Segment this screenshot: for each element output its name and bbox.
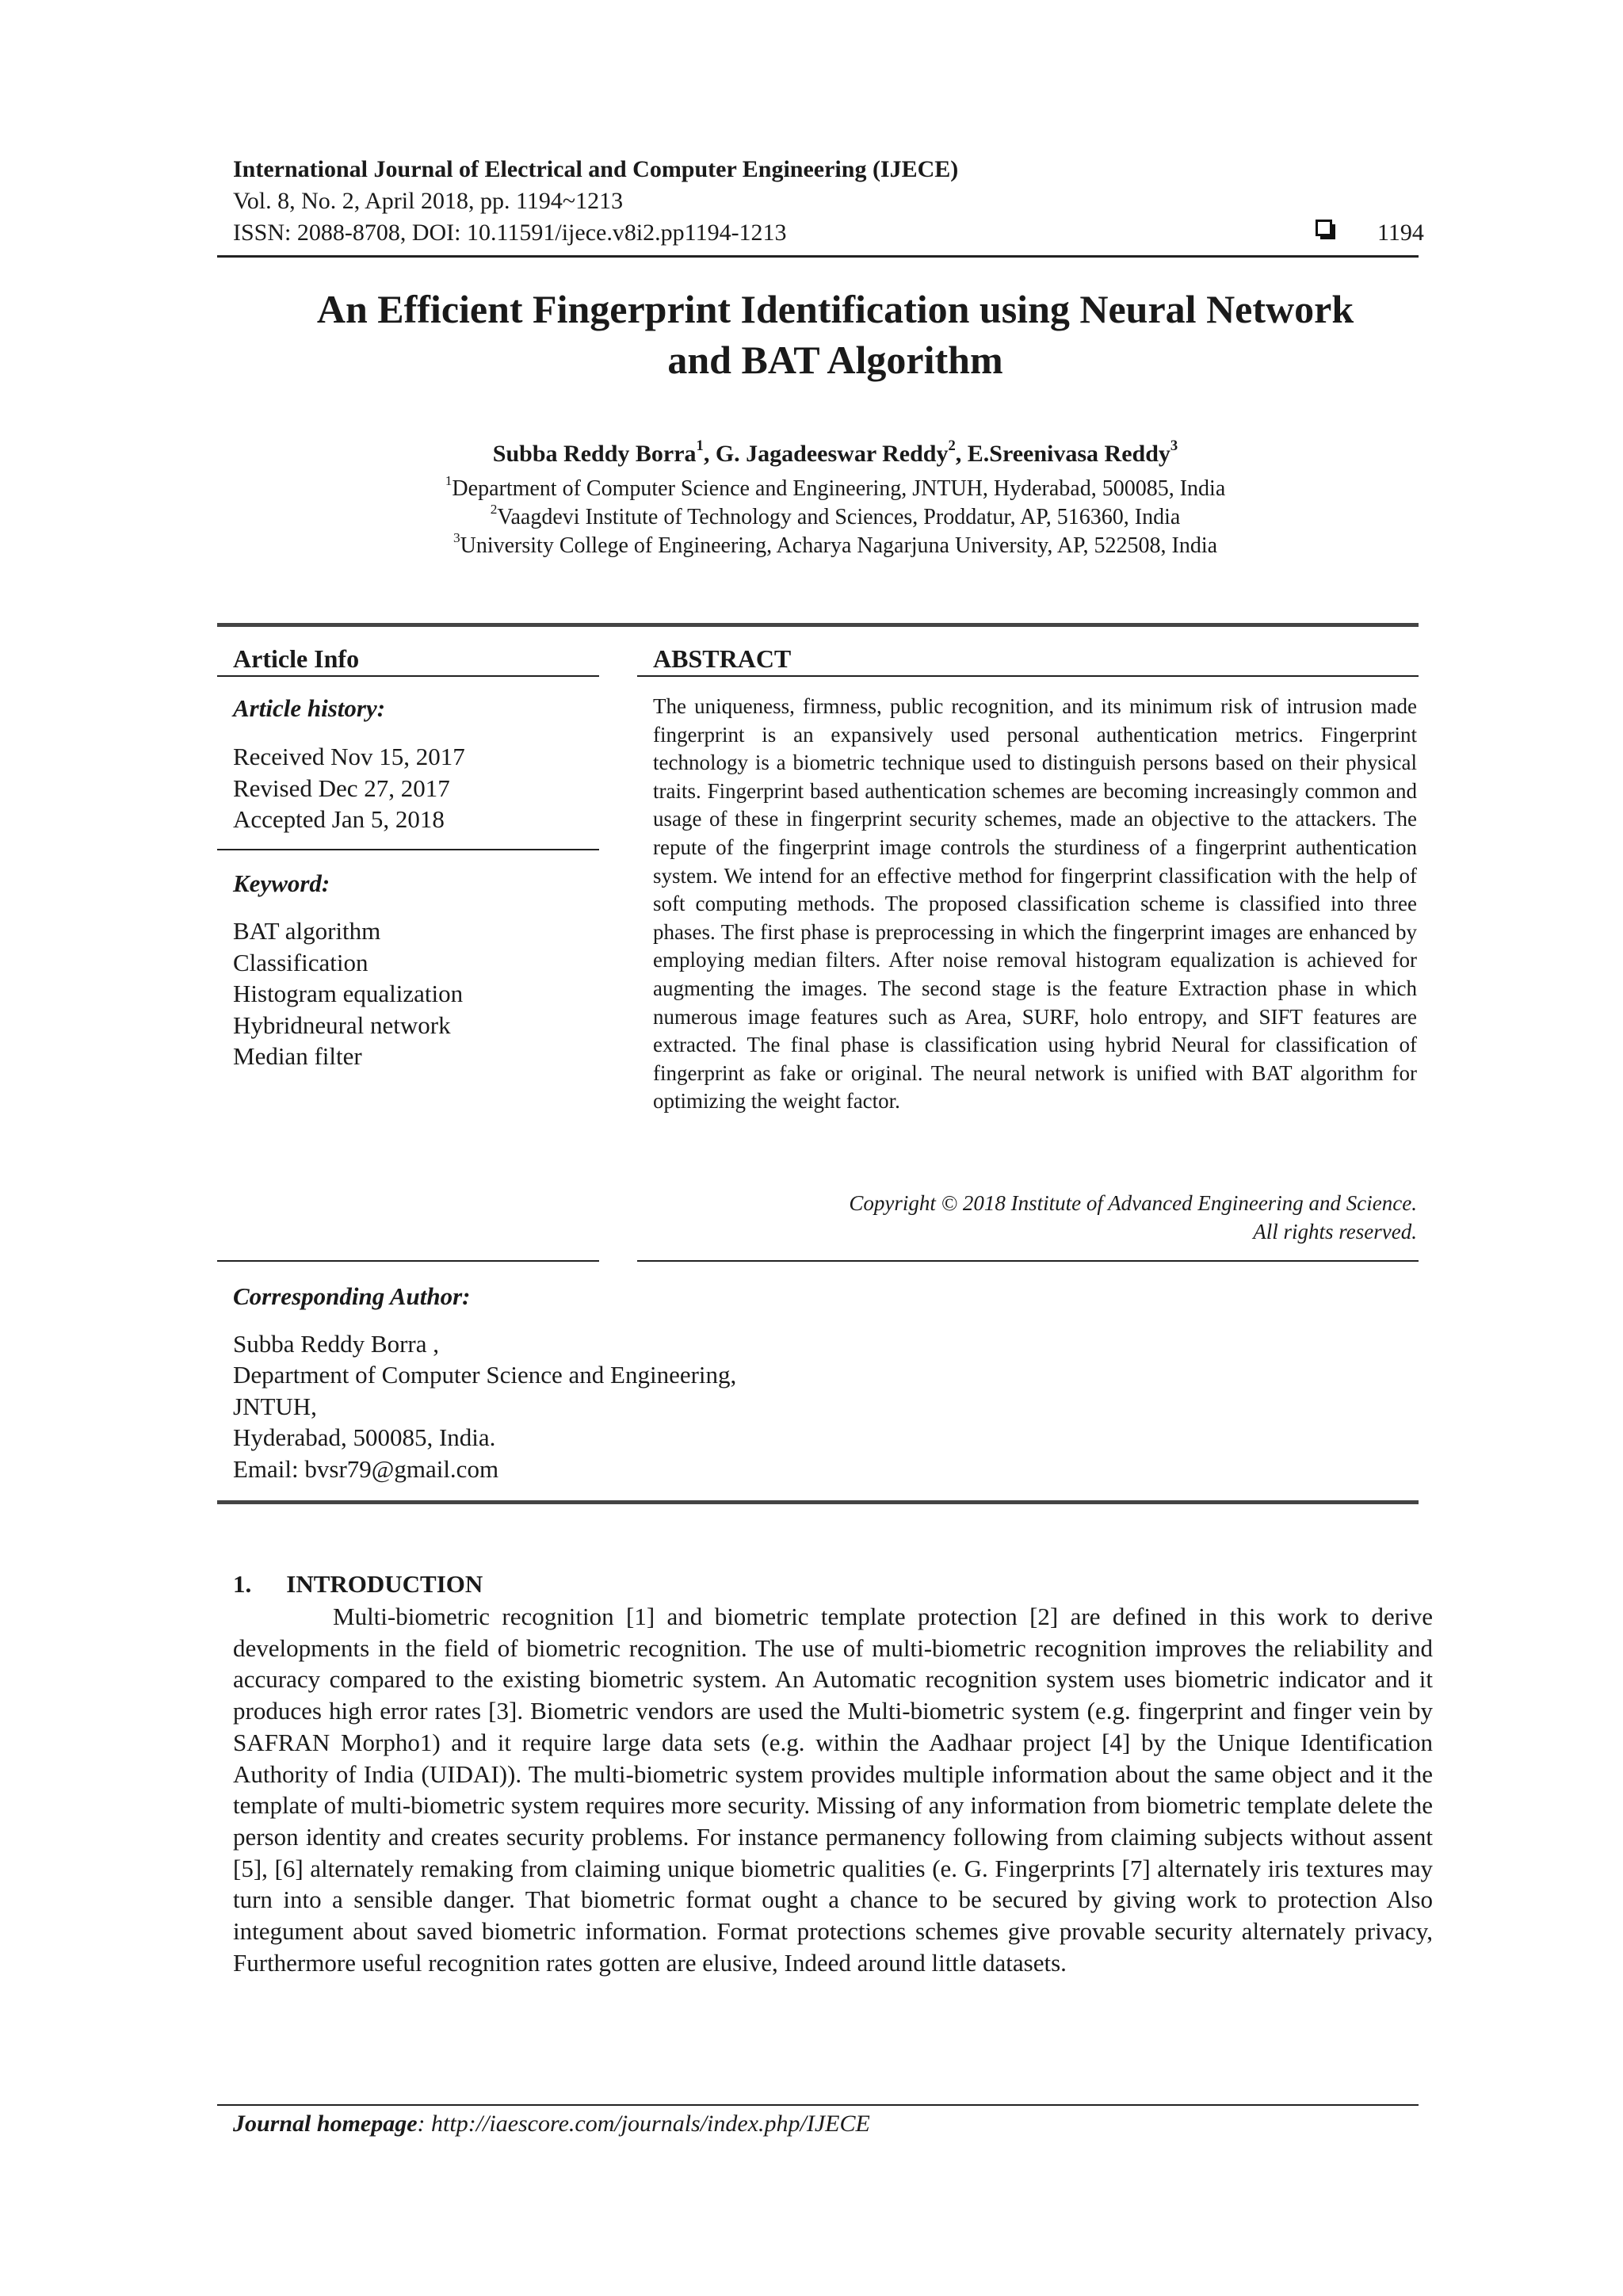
affiliation bbox=[233, 473, 1438, 502]
abstract-rule bbox=[637, 675, 1419, 677]
affiliation-text: Department of Computer Science and Engineering, JNTUH, Hyderabad, 500085, India bbox=[452, 476, 1226, 501]
author-sup: 1 bbox=[696, 437, 704, 455]
affiliation-sup: 2 bbox=[490, 502, 498, 518]
history-rule bbox=[217, 849, 599, 850]
author-name: Subba Reddy Borra bbox=[492, 441, 697, 467]
corresponding-line: Subba Reddy Borra , bbox=[233, 1330, 440, 1358]
keyword-label: Keyword: bbox=[233, 869, 330, 897]
corresponding-author-label: Corresponding Author: bbox=[233, 1282, 471, 1310]
affiliation-text: University College of Engineering, Acharya Nagarjuna University, AP, 522508, India bbox=[460, 533, 1218, 558]
title-line-1: An Efficient Fingerprint Identification using Neural Network bbox=[316, 287, 1354, 331]
author-name: E.Sreenivasa Reddy bbox=[967, 441, 1170, 467]
page-number: 1194 bbox=[1377, 220, 1424, 246]
affiliation-sup: 3 bbox=[453, 530, 460, 546]
journal-name: International Journal of Electrical and Computer Engineering (IJECE) bbox=[233, 156, 959, 182]
received-date: Received Nov 15, 2017 bbox=[233, 743, 465, 770]
affiliation-text: Vaagdevi Institute of Technology and Sciences, Proddatur, AP, 516360, India bbox=[497, 505, 1181, 529]
article-info-bottom-rule bbox=[217, 1260, 599, 1262]
keyword-item: Hybridneural network bbox=[233, 1011, 451, 1039]
keyword-item: Classification bbox=[233, 949, 369, 976]
copyright-line: Copyright © 2018 Institute of Advanced Engineering and Science. bbox=[849, 1191, 1417, 1215]
abstract-heading: ABSTRACT bbox=[653, 644, 792, 673]
footer-rule bbox=[217, 2104, 1419, 2106]
info-box-bottom-rule bbox=[217, 1500, 1419, 1504]
intro-heading bbox=[233, 1569, 483, 1599]
author-name: G. Jagadeeswar Reddy bbox=[715, 441, 949, 467]
corresponding-line: JNTUH, bbox=[233, 1392, 317, 1420]
title-line-2: and BAT Algorithm bbox=[667, 338, 1003, 382]
keyword-item: BAT algorithm bbox=[233, 917, 381, 945]
author-separator: , bbox=[955, 441, 968, 467]
abstract-bottom-rule bbox=[637, 1260, 1419, 1262]
keyword-item: Histogram equalization bbox=[233, 980, 464, 1007]
journal-issn-doi: ISSN: 2088-8708, DOI: 10.11591/ijece.v8i2.pp1194-1213 bbox=[233, 220, 787, 246]
corresponding-line: Hyderabad, 500085, India. bbox=[233, 1423, 496, 1451]
article-info-rule bbox=[217, 675, 599, 677]
affiliation bbox=[233, 504, 1438, 531]
journal-homepage bbox=[233, 2110, 870, 2138]
author-sup: 2 bbox=[948, 437, 956, 455]
revised-date: Revised Dec 27, 2017 bbox=[233, 774, 450, 802]
article-info-heading: Article Info bbox=[233, 644, 360, 673]
intro-body: Multi-biometric recognition [1] and biometric template protection [2] are defined in this work to derive developments in the field of biometric recognition. The use of multi-biometric recognition improves the reliability and accuracy compared to the existing biometric system. An Automatic recognition system uses biometric indicator and it produces high error rates [3]. Biometric vendors are used the Multi-biometric system (e.g. fingerprint and finger vein by SAFRAN Morpho1) and it require large data sets (e.g. within the Aadhaar project [4] by the Unique Identification Authority of India (UIDAI)). The multi-biometric system provides multiple information about the same object and it the template of multi-biometric system requires more security. Missing of any information from biometric template delete the person identity and creates security problems. For instance permanency following from claiming subjects without assent [5], [6] alternately remaking from claiming unique biometric qualities (e. G. Fingerprints [7] alternately iris textures may turn into a sensible danger. That biometric format ought a chance to be secured by giving work to protection Also integument about saved biometric information. Format protections schemes give provable security alternately privacy, Furthermore useful recognition rates gotten are elusive, Indeed around little datasets. bbox=[233, 1603, 1433, 1977]
abstract-body: The uniqueness, firmness, public recognition, and its minimum risk of intrusion made fingerprint is an expansively used personal authentication metrics. Fingerprint technology is a biometric technique used to distinguish persons based on their physical traits. Fingerprint based authentication schemes are becoming increasingly common and usage of these in fingerprint security schemes, made an objective to the attackers. The repute of the fingerprint image controls the sturdiness of a fingerprint authentication system. We intend for an effective method for fingerprint classification with the help of soft computing methods. The proposed classification scheme is classified into three phases. The first phase is preprocessing in which the fingerprint images are enhanced by employing median filters. After noise removal histogram equalization is achieved for augmenting the images. The second stage is the feature Extraction phase in which numerous image features such as Area, SURF, holo entropy, and SIFT features are extracted. The final phase is classification using hybrid Neural for classification of fingerprint as fake or original. The neural network is unified with BAT algorithm for optimizing the weight factor. bbox=[653, 694, 1417, 1114]
info-box-top-rule bbox=[217, 623, 1419, 627]
corresponding-line: Department of Computer Science and Engineering, bbox=[233, 1361, 737, 1389]
corresponding-email: Email: bvsr79@gmail.com bbox=[233, 1455, 499, 1483]
author-list bbox=[233, 437, 1438, 468]
article-history-label: Article history: bbox=[233, 694, 386, 722]
footer-label: Journal homepage bbox=[233, 2111, 418, 2137]
journal-volume: Vol. 8, No. 2, April 2018, pp. 1194~1213 bbox=[233, 188, 624, 214]
header-rule bbox=[217, 255, 1419, 258]
keyword-item: Median filter bbox=[233, 1042, 362, 1070]
section-title: INTRODUCTION bbox=[286, 1570, 483, 1598]
square-bullet-icon bbox=[1316, 220, 1332, 236]
author-sup: 3 bbox=[1170, 437, 1178, 455]
rights-line: All rights reserved. bbox=[1253, 1220, 1417, 1244]
section-number: 1. bbox=[233, 1570, 252, 1598]
affiliation bbox=[233, 530, 1438, 560]
footer-url[interactable]: http://iaescore.com/journals/index.php/IJECE bbox=[431, 2111, 870, 2137]
paper-title bbox=[233, 284, 1438, 385]
accepted-date: Accepted Jan 5, 2018 bbox=[233, 805, 445, 833]
author-separator: , bbox=[703, 441, 716, 467]
footer-colon: : bbox=[417, 2111, 432, 2137]
affiliation-sup: 1 bbox=[445, 473, 453, 489]
